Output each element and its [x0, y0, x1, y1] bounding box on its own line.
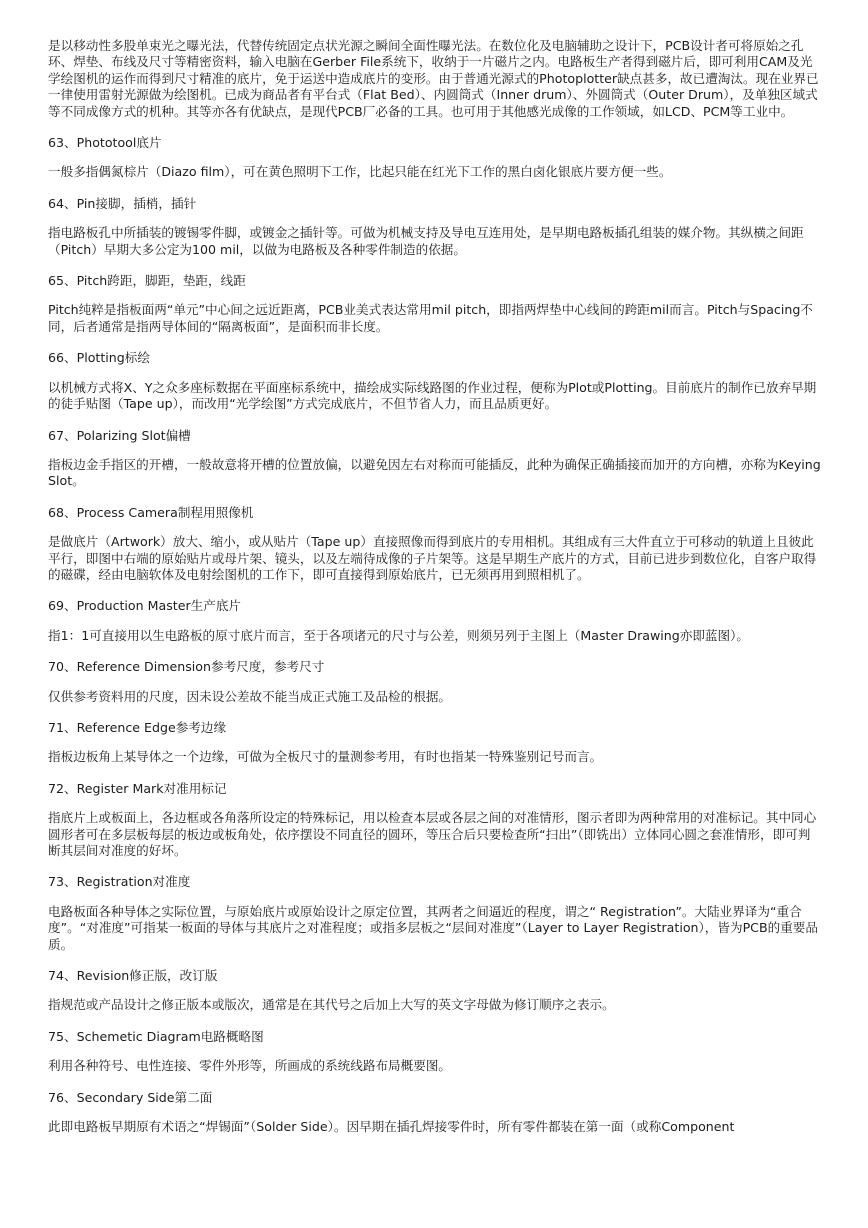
- entry-heading: 75、Schemetic Diagram电路概略图: [48, 1028, 264, 1044]
- entry-body: 指底片上或板面上，各边框或各角落所设定的特殊标记，用以检查本层或各层之间的对准情形，图示者即为两种常用的对准标记。其中同心圆形者可在多层板每层的板边或板角处，依序摆设不同直径的圆环，等压合后只要检查所“扫出”（即铣出）立体同心圆之套准情形，即可判断其层间对准度的好坏。: [48, 810, 817, 858]
- entry-heading: 74、Revision修正版，改订版: [48, 968, 218, 984]
- entry-heading: 71、Reference Edge参考边缘: [48, 719, 227, 735]
- entry-heading: 68、Process Camera制程用照像机: [48, 504, 254, 520]
- entry-heading: 64、Pin接脚，插梢，插针: [48, 195, 197, 211]
- entry-body: 指电路板孔中所插装的镀锡零件脚，或镀金之插针等。可做为机械支持及导电互连用处，是早期电路板插孔组装的媒介物。其纵横之间距（Pitch）早期大多公定为100 mil，以做为电路板及各种零件制造的依据。: [48, 225, 804, 257]
- entry-heading: 72、Register Mark对准用标记: [48, 780, 227, 796]
- entry-body: Pitch纯粹是指板面两“单元”中心间之远近距离，PCB业美式表达常用mil pitch，即指两焊垫中心线间的跨距mil而言。Pitch与Spacing不同，后者通常是指两导体间的“隔离板面”，是面积而非长度。: [48, 302, 813, 334]
- intro-paragraph: 是以移动性多股单束光之曝光法，代替传统固定点状光源之瞬间全面性曝光法。在数位化及电脑辅助之设计下，PCB设计者可将原始之孔环、焊垫、布线及尺寸等精密资料，输入电脑在Gerber File系统下，收纳于一片磁片之内。电路板生产者得到磁片后，即可利用CAM及光学绘图机的运作而得到尺寸精准的底片，免于运送中造成底片的变形。由于普通光源式的Photoplotter缺点甚多，故已遭淘汰。现在业界已一律使用雷射光源做为绘图机。已成为商品者有平台式（Flat Bed）、内圆筒式（Inner drum）、外圆筒式（Outer Drum），及单独区域式等不同成像方式的机种。其等亦各有优缺点，是现代PCB厂必备的工具。也可用于其他感光成像的工作领域，如LCD、PCM等工业中。: [48, 38, 819, 119]
- entry-body: 仅供参考资料用的尺度，因未设公差故不能当成正式施工及品检的根据。: [48, 688, 451, 704]
- glossary-entries: [48, 120, 822, 1135]
- entry-heading: 65、Pitch跨距，脚距，垫距，线距: [48, 273, 246, 289]
- entry-body: 此即电路板早期原有术语之“焊锡面”（Solder Side）。因早期在插孔焊接零件时，所有零件都装在第一面（或称Component: [48, 1119, 735, 1135]
- entry-body: 电路板面各种导体之实际位置，与原始底片或原始设计之原定位置，其两者之间逼近的程度，谓之“ Registration”。大陆业界译为“重合度”。“对准度”可指某一板面的导体与其底片之对准程度；或指多层板之“层间对准度”（Layer to Layer Registration），皆为PCB的重要品质。: [48, 903, 818, 952]
- entry-heading: 66、Plotting标绘: [48, 350, 150, 366]
- entry-body: 指1：1可直接用以生电路板的原寸底片而言，至于各项诸元的尺寸与公差，则须另列于主图上（Master Drawing亦即蓝图）。: [48, 627, 750, 643]
- entry-heading: 67、Polarizing Slot偏槽: [48, 427, 191, 443]
- entry-heading: 70、Reference Dimension参考尺度，参考尺寸: [48, 659, 325, 675]
- entry-body: 利用各种符号、电性连接、零件外形等，所画成的系统线路布局概要图。: [48, 1058, 451, 1074]
- entry-body: 指板边金手指区的开槽，一般故意将开槽的位置放偏，以避免因左右对称而可能插反，此种为确保正确插接而加开的方向槽，亦称为Keying Slot。: [48, 456, 821, 489]
- entry-body: 指规范或产品设计之修正版本或版次，通常是在其代号之后加上大写的英文字母做为修订顺序之表示。: [48, 997, 615, 1013]
- entry-heading: 76、Secondary Side第二面: [48, 1089, 213, 1105]
- entry-heading: 69、Production Master生产底片: [48, 598, 242, 614]
- entry-heading: 63、Phototool底片: [48, 135, 162, 151]
- entry-heading: 73、Registration对准度: [48, 874, 191, 890]
- entry-body: 以机械方式将X、Y之众多座标数据在平面座标系统中，描绘成实际线路图的作业过程，便称为Plot或Plotting。目前底片的制作已放弃早期的徒手贴图（Tape up），而改用“光学绘图”方式完成底片，不但节省人力，而且品质更好。: [48, 379, 817, 412]
- entry-body: 是做底片（Artwork）放大、缩小，或从贴片（Tape up）直接照像而得到底片的专用相机。其组成有三大件直立于可移动的轨道上且彼此平行，即图中右端的原始贴片或母片架、镜头，以及左端待成像的子片架等。这是早期生产底片的方式，目前已进步到数位化，自客户取得的磁碟，经由电脑软体及电射绘图机的工作下，即可直接得到原始底片，已无须再用到照相机了。: [48, 534, 817, 582]
- entry-body: 一般多指偶氮棕片（Diazo film），可在黄色照明下工作，比起只能在红光下工作的黑白卤化银底片要方便一些。: [48, 164, 672, 180]
- entry-body: 指板边板角上某导体之一个边缘，可做为全板尺寸的量测参考用，有时也指某一特殊鉴别记号而言。: [48, 749, 603, 765]
